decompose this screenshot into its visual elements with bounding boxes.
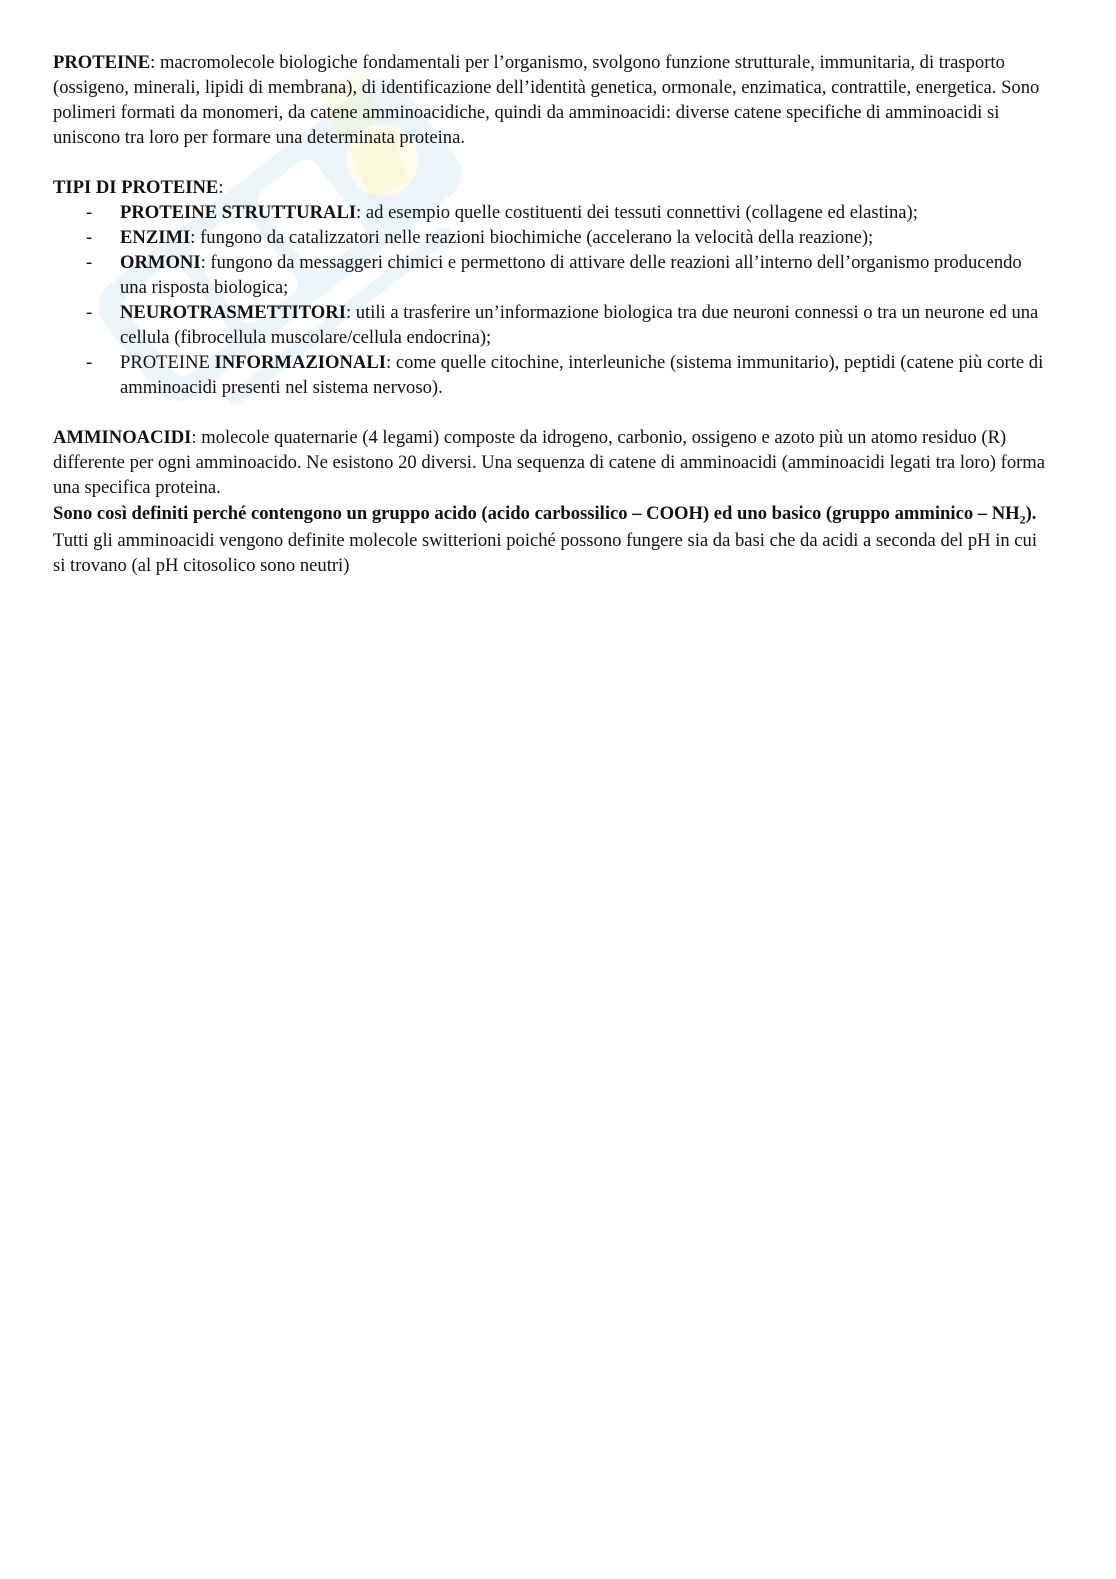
types-heading-text: TIPI DI PROTEINE: [53, 177, 219, 198]
amino-bold-main: Sono così definiti perché contengono un gruppo acido (acido carbossilico – COOH) ed uno basico (gruppo amminico – NH: [53, 503, 1020, 524]
amino-term: AMMINOACIDI: [53, 427, 192, 448]
list-dash: -: [86, 302, 93, 323]
list-item-term: ORMONI: [120, 252, 201, 273]
list-dash: -: [86, 227, 93, 248]
list-dash: -: [86, 352, 93, 373]
protein-types-list: [53, 200, 1053, 400]
amino-paragraph: [53, 425, 1053, 500]
types-heading: [53, 175, 1053, 200]
list-item-text: : fungono da messaggeri chimici e permettono di attivare delle reazioni all’interno dell’organismo producendo una risposta biologica;: [120, 252, 1022, 298]
list-item: [53, 350, 1053, 400]
document-body: [53, 50, 1053, 578]
list-item-term: ENZIMI: [120, 227, 191, 248]
amino-bold-subscript: 2: [1019, 512, 1026, 527]
intro-term: PROTEINE: [53, 52, 151, 73]
types-heading-suffix: :: [218, 177, 224, 198]
amino-bold-text: [53, 503, 1037, 527]
amino-text: : molecole quaternarie (4 legami) composte da idrogeno, carbonio, ossigeno e azoto più un atomo residuo (R) differente per ogni amminoacido. Ne esistono 20 diversi. Una sequenza di catene di amminoacidi (amminoacidi legati tra loro) forma una specifica proteina.: [53, 427, 1046, 498]
list-item: [53, 225, 1053, 250]
list-item: [53, 200, 1053, 225]
intro-paragraph: [53, 50, 1053, 150]
list-item-text: : come quelle citochine, interleuniche (sistema immunitario), peptidi (catene più corte di amminoacidi presenti nel sistema nervoso).: [120, 352, 1044, 398]
list-item-term: PROTEINE STRUTTURALI: [120, 202, 357, 223]
amino-bold-end: ).: [1025, 503, 1037, 524]
amino-bold-statement: [53, 501, 1053, 526]
list-item-term: INFORMAZIONALI: [214, 352, 386, 373]
list-item-prefix: PROTEINE: [120, 352, 215, 373]
list-item-text: : fungono da catalizzatori nelle reazioni biochimiche (accelerano la velocità della reazione);: [190, 227, 874, 248]
intro-text: : macromolecole biologiche fondamentali per l’organismo, svolgono funzione strutturale, immunitaria, di trasporto (ossigeno, minerali, lipidi di membrana), di identificazione dell’identità genetica, ormonale, enzimatica, contrattile, energetica. Sono polimeri formati da monomeri, da catene amminoacidiche, quindi da amminoacidi: diverse catene specifiche di amminoacidi si uniscono tra loro per formare una determinata proteina.: [53, 52, 1040, 148]
list-item: [53, 300, 1053, 350]
list-dash: -: [86, 202, 93, 223]
list-dash: -: [86, 252, 93, 273]
list-item-text: : utili a trasferire un’informazione biologica tra due neuroni connessi o tra un neurone ed una cellula (fibrocellula muscolare/cellula endocrina);: [120, 302, 1039, 348]
list-item: [53, 250, 1053, 300]
amino-closing-paragraph: Tutti gli amminoacidi vengono definite molecole switterioni poiché possono fungere sia da basi che da acidi a seconda del pH in cui si trovano (al pH citosolico sono neutri): [53, 530, 1038, 576]
list-item-text: : ad esempio quelle costituenti dei tessuti connettivi (collagene ed elastina);: [356, 202, 918, 223]
list-item-term: NEUROTRASMETTITORI: [120, 302, 346, 323]
